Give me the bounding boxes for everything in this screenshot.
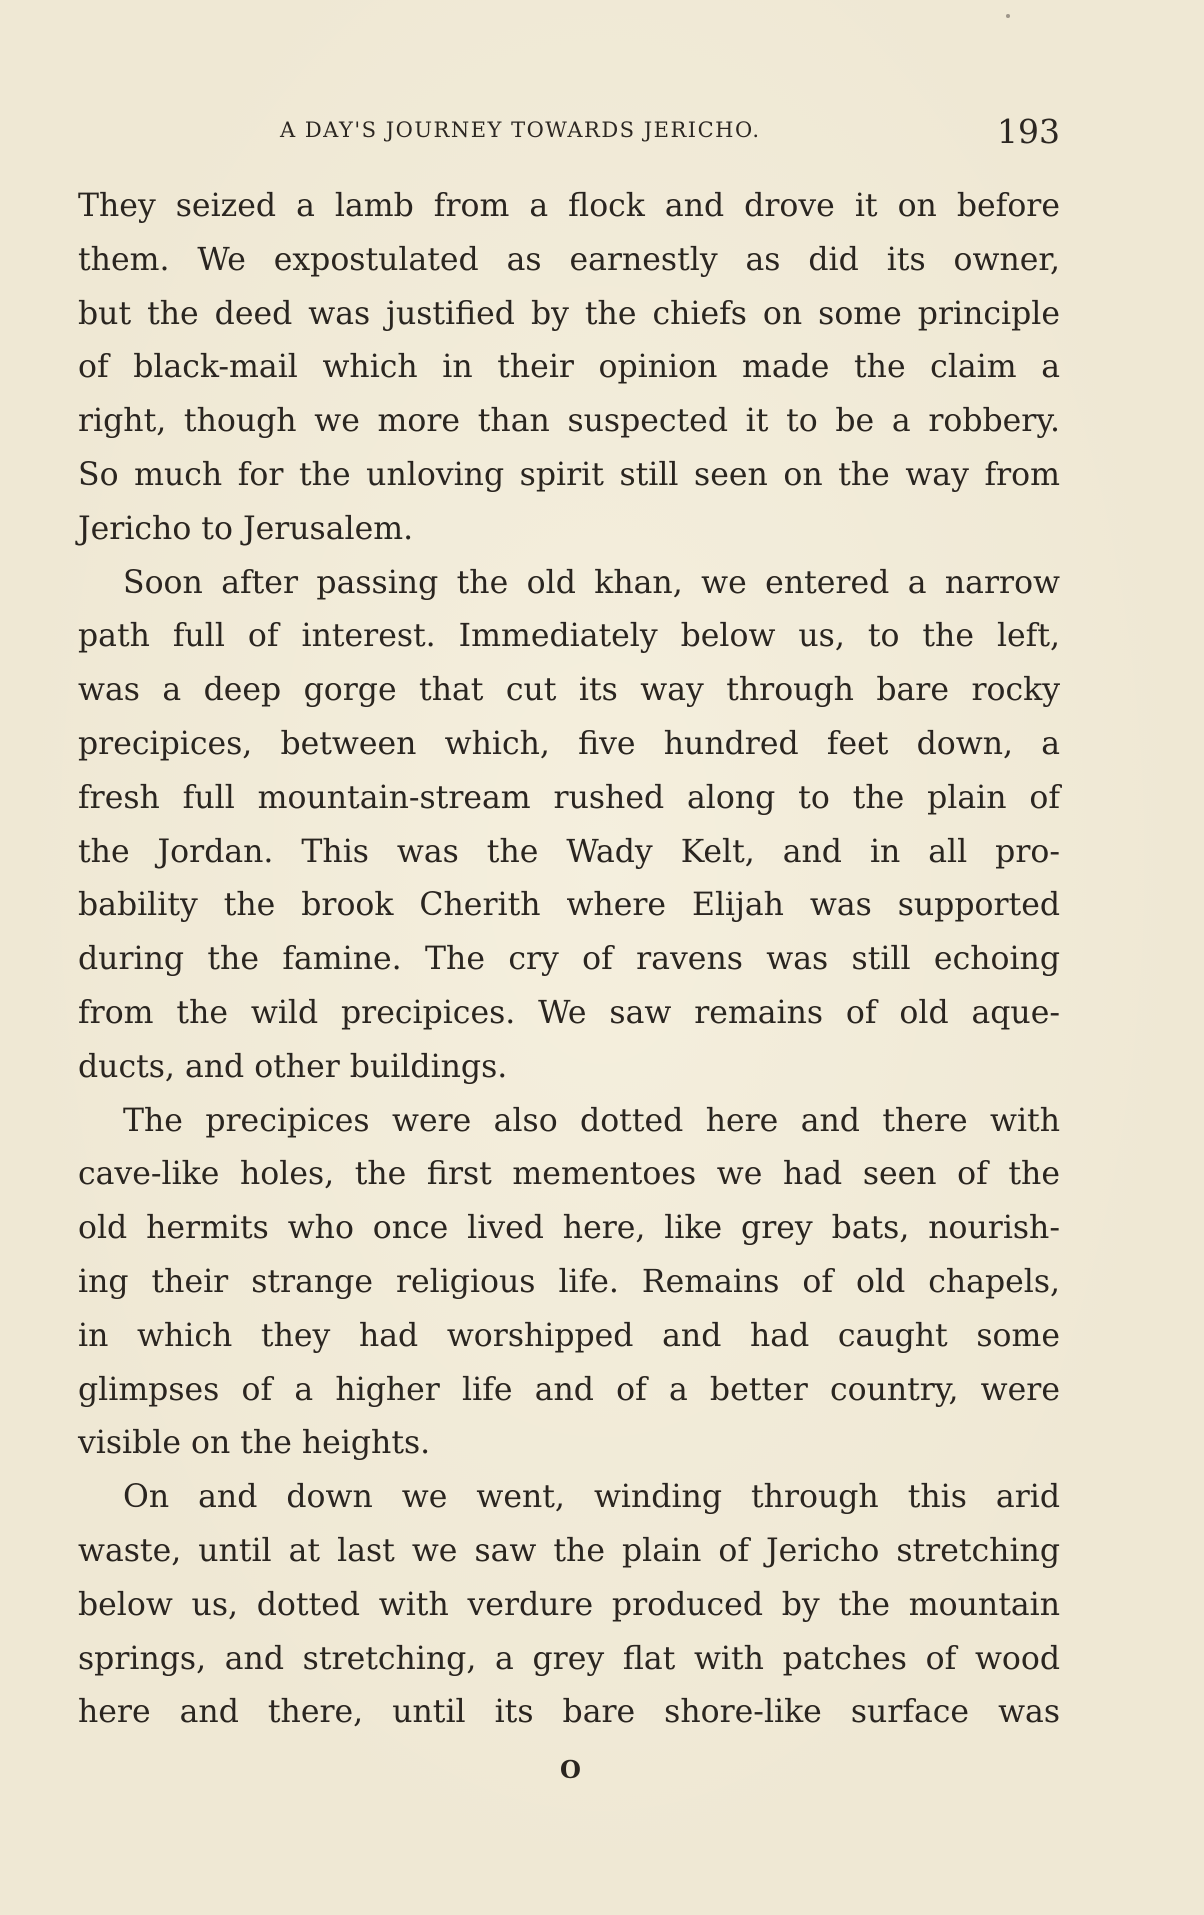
signature-mark: O — [560, 1755, 581, 1784]
text-line: waste, until at last we saw the plain of Jericho stretching — [78, 1532, 1060, 1569]
text-line: visible on the heights. — [78, 1425, 431, 1462]
text-line: the Jordan. This was the Wady Kelt, and in all pro- — [78, 833, 1060, 870]
text-line: below us, dotted with verdure produced by the mountain — [78, 1586, 1060, 1623]
text-line: The precipices were also dotted here and there with — [123, 1102, 1060, 1139]
text-line: path full of interest. Immediately below us, to the left, — [78, 618, 1060, 655]
text-line: glimpses of a higher life and of a better country, were — [78, 1371, 1060, 1408]
running-head: A DAY'S JOURNEY TOWARDS JERICHO. — [280, 118, 761, 142]
text-line: in which they had worshipped and had caught some — [78, 1317, 1060, 1354]
text-line: springs, and stretching, a grey flat with patches of wood — [78, 1640, 1060, 1677]
text-line: old hermits who once lived here, like grey bats, nourish- — [78, 1210, 1060, 1247]
text-line: was a deep gorge that cut its way through bare rocky — [78, 672, 1060, 709]
text-line: They seized a lamb from a flock and drove it on before — [78, 188, 1060, 224]
body-text — [78, 180, 1060, 1740]
page-header — [280, 112, 1060, 152]
text-line: ing their strange religious life. Remains of old chapels, — [78, 1263, 1060, 1300]
paper-speck — [1006, 14, 1010, 18]
text-line: bability the brook Cherith where Elijah was supported — [78, 887, 1060, 924]
text-line: of black-mail which in their opinion made the claim a — [78, 349, 1060, 386]
text-line: precipices, between which, five hundred feet down, a — [78, 725, 1060, 762]
text-line: them. We expostulated as earnestly as did its owner, — [78, 241, 1060, 278]
text-line: from the wild precipices. We saw remains of old aque- — [78, 994, 1060, 1031]
text-line: Soon after passing the old khan, we entered a narrow — [123, 564, 1060, 601]
text-line: On and down we went, winding through this arid — [123, 1479, 1060, 1516]
text-line: fresh full mountain-stream rushed along to the plain of — [78, 779, 1060, 816]
text-line: but the deed was justified by the chiefs on some principle — [78, 295, 1060, 332]
text-line: during the famine. The cry of ravens was still echoing — [78, 941, 1060, 978]
text-line: right, though we more than suspected it to be a robbery. — [78, 403, 1060, 440]
text-line: Jericho to Jerusalem. — [78, 510, 414, 547]
text-line: ducts, and other buildings. — [78, 1048, 508, 1085]
text-line: cave-like holes, the first mementoes we had seen of the — [78, 1156, 1060, 1193]
page-number: 193 — [997, 112, 1060, 151]
text-line: here and there, until its bare shore-like surface was — [78, 1694, 1060, 1731]
text-line: So much for the unloving spirit still seen on the way from — [78, 456, 1060, 493]
